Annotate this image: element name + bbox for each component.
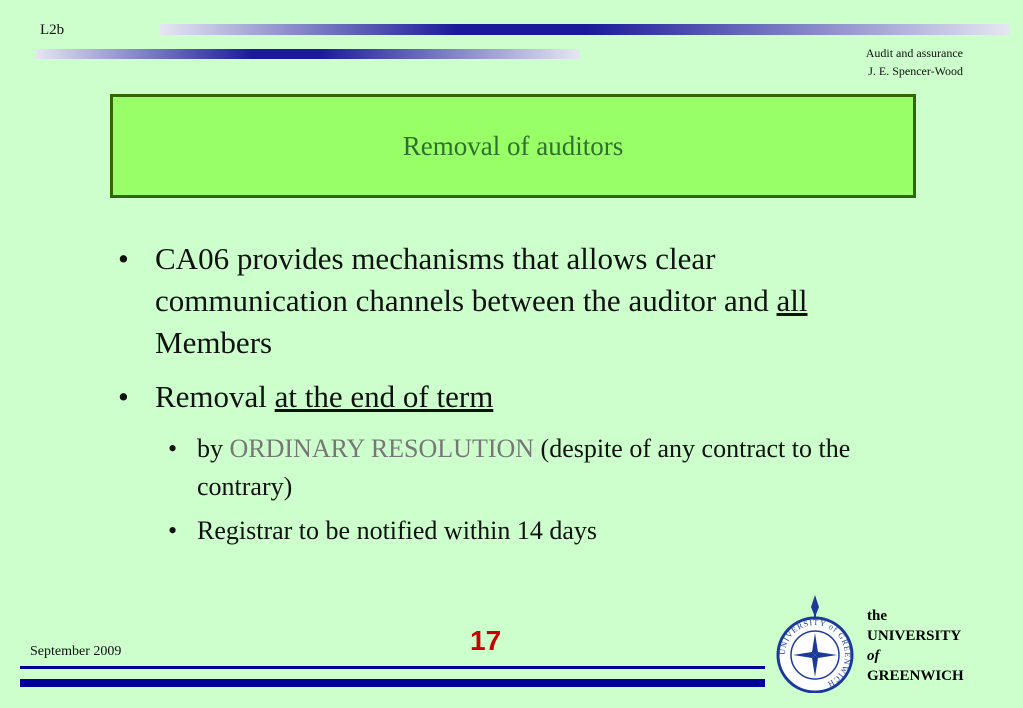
bullet-icon: •: [118, 379, 129, 414]
seal-text: UNIVERSITY of GREENWICH: [777, 617, 853, 690]
course-name: Audit and assurance: [865, 46, 963, 60]
sub-bullet-text: [197, 430, 898, 506]
footer-bar: [20, 679, 765, 687]
underlined-text: at the end of term: [274, 379, 494, 414]
uni-line: UNIVERSITY: [867, 628, 962, 644]
header-gradient-bar: [160, 24, 1010, 35]
sub-bullet-text: Registrar to be notified within 14 days: [197, 516, 598, 545]
course-meta: [866, 44, 963, 80]
footer-date: September 2009: [30, 644, 122, 659]
uni-line: of: [867, 648, 880, 664]
university-logo-text: [867, 606, 964, 686]
slide-title: Removal of auditors: [402, 130, 624, 161]
header-gradient-bar-secondary: [35, 49, 580, 59]
university-seal-icon: [774, 593, 856, 693]
footer-bar-thin: [20, 666, 765, 669]
author-name: J. E. Spencer-Wood: [868, 64, 963, 78]
bullet-text-part: Removal: [155, 379, 275, 414]
uni-line: GREENWICH: [867, 668, 964, 684]
bullet-icon: •: [118, 241, 129, 276]
bullet-text-part: Members: [155, 325, 273, 360]
bullet-text-part: by: [197, 434, 230, 463]
page-number: 17: [470, 625, 502, 656]
bullet-list: [118, 238, 898, 556]
bullet-text-part: CA06 provides mechanisms that allows clear communication channels between the auditor and: [155, 241, 777, 318]
title-box: [110, 94, 916, 198]
highlighted-term: ORDINARY RESOLUTION: [229, 434, 535, 463]
sub-bullet-item: [168, 512, 898, 550]
bullet-item: [118, 238, 898, 364]
uni-line: the: [867, 608, 887, 624]
slide-code: L2b: [40, 22, 65, 38]
bullet-text-part: (despite of any contract to the contrary): [197, 434, 851, 501]
bullet-icon: •: [168, 434, 178, 463]
underlined-text: all: [776, 283, 808, 318]
sub-bullet-item: [168, 430, 898, 506]
bullet-item: [118, 376, 898, 418]
bullet-text: [155, 238, 898, 364]
bullet-text: [155, 376, 493, 418]
bullet-icon: •: [168, 516, 178, 545]
